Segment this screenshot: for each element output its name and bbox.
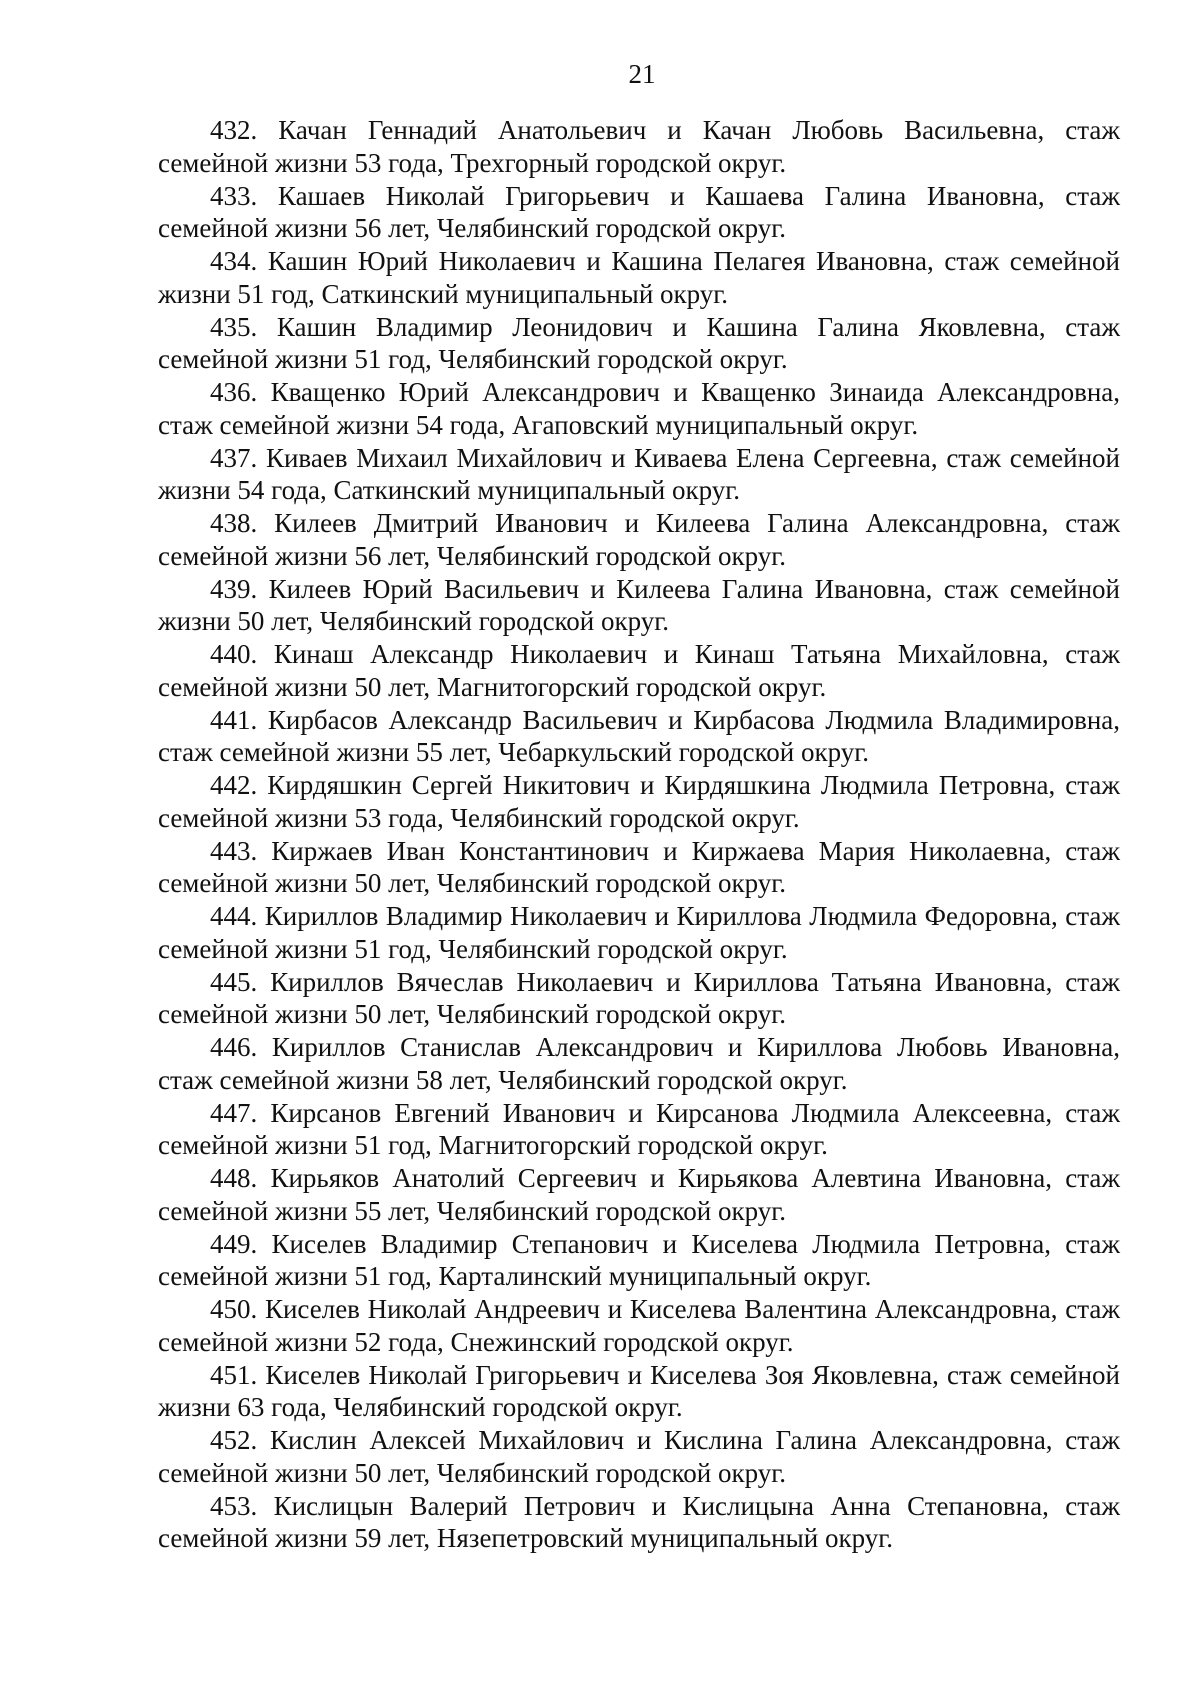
- list-item: [158, 1228, 1120, 1293]
- entry-text: Киржаев Иван Константинович и Киржаева Мария Николаевна, стаж семейной жизни 50 лет, Челябинский городской округ.: [158, 835, 1121, 898]
- entry-number: 449.: [210, 1228, 258, 1259]
- list-item: [158, 573, 1120, 638]
- entry-text: Кашаев Николай Григорьевич и Кашаева Галина Ивановна, стаж семейной жизни 56 лет, Челябинский городской округ.: [158, 180, 1121, 243]
- entry-number: 435.: [210, 311, 258, 342]
- entry-number: 446.: [210, 1032, 258, 1062]
- list-item: [158, 1490, 1120, 1555]
- entry-number: 436.: [210, 377, 258, 407]
- entry-text: Кириллов Владимир Николаевич и Кириллова Людмила Федоровна, стаж семейной жизни 51 год, Челябинский городской округ.: [158, 901, 1120, 964]
- entry-text: Кириллов Станислав Александрович и Кириллова Любовь Ивановна, стаж семейной жизни 58 лет, Челябинский городской округ.: [158, 1032, 1121, 1095]
- list-item: [158, 1293, 1120, 1358]
- entry-number: 439.: [210, 573, 258, 604]
- entry-text: Кирбасов Александр Васильевич и Кирбасова Людмила Владимировна, стаж семейной жизни 55 лет, Чебаркульский городской округ.: [158, 704, 1120, 767]
- entry-text: Кинаш Александр Николаевич и Кинаш Татьяна Михайловна, стаж семейной жизни 50 лет, Магнитогорский городской округ.: [158, 639, 1121, 702]
- entry-text: Кирсанов Евгений Иванович и Кирсанова Людмила Алексеевна, стаж семейной жизни 51 год, Магнитогорский городской округ.: [158, 1097, 1121, 1160]
- entry-number: 433.: [210, 180, 258, 211]
- list-item: [158, 769, 1120, 834]
- entry-number: 447.: [210, 1097, 258, 1128]
- list-item: [158, 245, 1120, 310]
- entry-number: 437.: [210, 442, 258, 473]
- list-item: [158, 180, 1120, 245]
- entry-number: 448.: [210, 1163, 258, 1193]
- entry-text: Кислин Алексей Михайлович и Кислина Галина Александровна, стаж семейной жизни 50 лет, Челябинский городской округ.: [158, 1425, 1121, 1488]
- entry-text: Кващенко Юрий Александрович и Кващенко Зинаида Александровна, стаж семейной жизни 54 года, Агаповский муниципальный округ.: [158, 377, 1120, 440]
- entry-number: 443.: [210, 835, 258, 866]
- entry-text: Киваев Михаил Михайлович и Киваева Елена Сергеевна, стаж семейной жизни 54 года, Саткинский муниципальный округ.: [158, 442, 1120, 505]
- entry-number: 438.: [210, 508, 258, 538]
- entry-number: 432.: [210, 115, 258, 145]
- entry-number: 444.: [210, 901, 258, 931]
- list-item: [158, 311, 1120, 376]
- entry-number: 450.: [210, 1294, 258, 1324]
- entry-number: 445.: [210, 966, 258, 997]
- entry-number: 440.: [210, 639, 258, 669]
- entry-number: 441.: [210, 704, 258, 735]
- entry-number: 442.: [210, 770, 258, 800]
- list-item: [158, 1097, 1120, 1162]
- list-item: [158, 966, 1120, 1031]
- entry-text: Киселев Николай Андреевич и Киселева Валентина Александровна, стаж семейной жизни 52 года, Снежинский городской округ.: [158, 1294, 1121, 1357]
- entry-text: Килеев Юрий Васильевич и Килеева Галина Ивановна, стаж семейной жизни 50 лет, Челябинский городской округ.: [158, 573, 1121, 636]
- entry-text: Кирьяков Анатолий Сергеевич и Кирьякова Алевтина Ивановна, стаж семейной жизни 55 лет, Челябинский городской округ.: [158, 1163, 1120, 1226]
- list-item: [158, 638, 1120, 703]
- list-item: [158, 1359, 1120, 1424]
- list-item: [158, 507, 1120, 572]
- entry-text: Качан Геннадий Анатольевич и Качан Любовь Васильевна, стаж семейной жизни 53 года, Трехгорный городской округ.: [158, 115, 1121, 178]
- entry-number: 451.: [210, 1359, 258, 1390]
- list-item: [158, 376, 1120, 441]
- entry-text: Киселев Николай Григорьевич и Киселева Зоя Яковлевна, стаж семейной жизни 63 года, Челябинский городской округ.: [158, 1359, 1121, 1422]
- entry-text: Киселев Владимир Степанович и Киселева Людмила Петровна, стаж семейной жизни 51 год, Карталинский муниципальный округ.: [158, 1228, 1121, 1291]
- list-item: [158, 900, 1120, 965]
- entry-text: Кирдяшкин Сергей Никитович и Кирдяшкина Людмила Петровна, стаж семейной жизни 53 года, Челябинский городской округ.: [158, 770, 1120, 833]
- entry-text: Килеев Дмитрий Иванович и Килеева Галина Александровна, стаж семейной жизни 56 лет, Челябинский городской округ.: [158, 508, 1120, 571]
- page-number: 21: [628, 59, 656, 89]
- entry-text: Кашин Юрий Николаевич и Кашина Пелагея Ивановна, стаж семейной жизни 51 год, Саткинский муниципальный округ.: [158, 246, 1121, 309]
- list-item: [158, 1031, 1120, 1096]
- list-item: [158, 704, 1120, 769]
- entry-number: 434.: [210, 246, 258, 276]
- list-item: [158, 1424, 1120, 1489]
- award-list: [158, 114, 1120, 1555]
- entry-text: Кириллов Вячеслав Николаевич и Кириллова Татьяна Ивановна, стаж семейной жизни 50 лет, Челябинский городской округ.: [158, 966, 1120, 1029]
- entry-text: Кислицын Валерий Петрович и Кислицына Анна Степановна, стаж семейной жизни 59 лет, Нязепетровский муниципальный округ.: [158, 1490, 1121, 1553]
- list-item: [158, 835, 1120, 900]
- entry-text: Кашин Владимир Леонидович и Кашина Галина Яковлевна, стаж семейной жизни 51 год, Челябинский городской округ.: [158, 311, 1121, 374]
- entry-number: 453.: [210, 1490, 258, 1521]
- list-item: [158, 1162, 1120, 1227]
- list-item: [158, 114, 1120, 179]
- entry-number: 452.: [210, 1425, 258, 1455]
- list-item: [158, 442, 1120, 507]
